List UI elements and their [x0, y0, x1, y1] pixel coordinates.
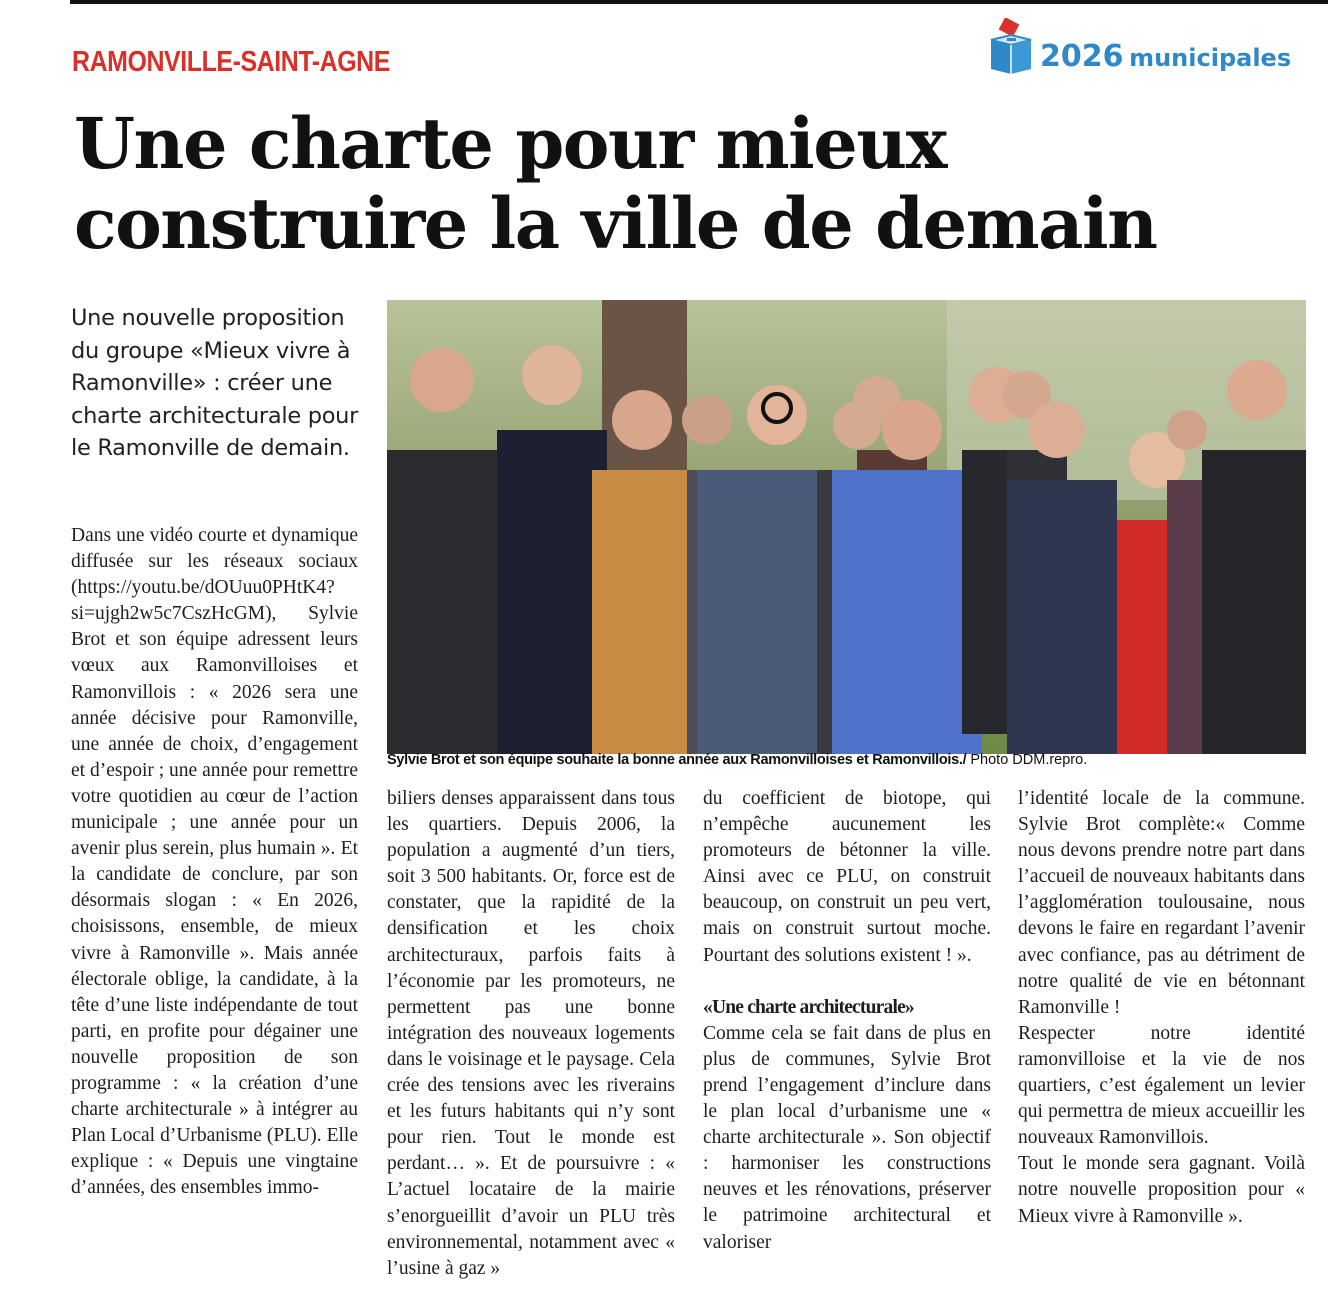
body-column-3 — [703, 786, 991, 1256]
headline: Une charte pour mieux construire la ville de demain — [74, 102, 1157, 265]
ballot-box-icon — [988, 18, 1034, 81]
body-column-1 — [71, 523, 358, 1201]
top-rule — [70, 0, 1328, 4]
municipales-badge — [988, 18, 1291, 81]
subheading: «Une charte architecturale» — [703, 996, 914, 1018]
body-paragraph: du coefficient de biotope, qui n’empêche aucunement les promoteurs de bétonner la ville. Ainsi avec ce PLU, on construit beaucoup, on construit un peu vert, mais on construit surtout moche. Pourtant des solutions existent ! ». — [703, 788, 991, 966]
body-paragraph: Dans une vidéo courte et dynamique diffusée sur les réseaux sociaux (https://youtu.be/dOUuu0PHtK4?si=ujgh2w5c7CszHcGM), Sylvie Brot et son équipe adressent leurs vœux aux Ramonvilloises et Ramonvillois : « 2026 sera une année décisive pour Ramonville, une année de choix, d’engagement et d’espoir ; une année pour remettre votre quotidien au cœur de l’action municipale ; une année pour un avenir plus serein, plus humain ». Et la candidate de conclure, par son désormais slogan : « En 2026, choisissons, ensemble, de mieux vivre à Ramonville ». Mais année électorale oblige, la candidate, à la tête d’une liste indépendante de tout parti, en profite pour dégainer une nouvelle proposition de son programme : « la création d’une charte architecturale » à intégrer au Plan Local d’Urbanisme (PLU). Elle explique : « Depuis une vingtaine d’années, des ensembles immo- — [71, 525, 358, 1199]
body-column-2 — [387, 786, 675, 1282]
caption-text: Sylvie Brot et son équipe souhaite la bonne année aux Ramonvilloises et Ramonvillois./ — [387, 752, 967, 768]
section-kicker: RAMONVILLE-SAINT-AGNE — [72, 46, 390, 78]
badge-word: municipales — [1129, 44, 1292, 72]
lede: Une nouvelle proposition du groupe «Mieux vivre à Ramonville» : créer une charte architecturale pour le Ramonville de demain. — [71, 305, 359, 461]
body-paragraph: Respecter notre identité ramonvilloise et la vie de nos quartiers, c’est également un levier qui permettra de mieux accueillir les nouveaux Ramonvillois. — [1018, 1022, 1305, 1149]
photo-credit: Photo DDM.repro. — [966, 752, 1088, 768]
photo-illustration — [387, 300, 1306, 754]
group-photo — [387, 300, 1306, 754]
badge-year: 2026 — [1040, 39, 1124, 74]
body-column-4 — [1018, 786, 1305, 1230]
photo-caption — [387, 752, 1327, 768]
badge-label — [1040, 39, 1291, 74]
body-paragraph: Comme cela se fait dans de plus en plus de communes, Sylvie Brot prend l’engagement d’inclure dans le plan local d’urbanisme une « charte architecturale ». Son objectif : harmoniser les constructions neuves et les rénovations, préserver le patrimoine architectural et valoriser — [703, 1022, 991, 1253]
body-paragraph: Tout le monde sera gagnant. Voilà notre nouvelle proposition pour « Mieux vivre à Ramonville ». — [1018, 1153, 1305, 1227]
body-paragraph: biliers denses apparaissent dans tous les quartiers. Depuis 2006, la population a augmenté d’un tiers, soit 3 500 habitants. Or, force est de constater, que la rapidité de la densification et les choix architecturaux, parfois faits à l’économie par les promoteurs, ne permettent pas une bonne intégration des nouveaux logements dans le voisinage et le paysage. Cela crée des tensions avec les riverains et les futurs habitants qui n’y sont pour rien. Tout le monde est perdant… ». Et de poursuivre : « L’actuel locataire de la mairie s’enorgueillit d’avoir un PLU très environnemental, notamment avec « l’usine à gaz » — [387, 788, 675, 1279]
body-paragraph: l’identité locale de la commune. Sylvie Brot complète:« Comme nous devons prendre notre part dans l’accueil de nouveaux habitants dans l’agglomération toulousaine, nous devons le faire en regardant l’avenir avec confiance, pas au détriment de notre qualité de vie en bétonnant Ramonville ! — [1018, 788, 1305, 1018]
